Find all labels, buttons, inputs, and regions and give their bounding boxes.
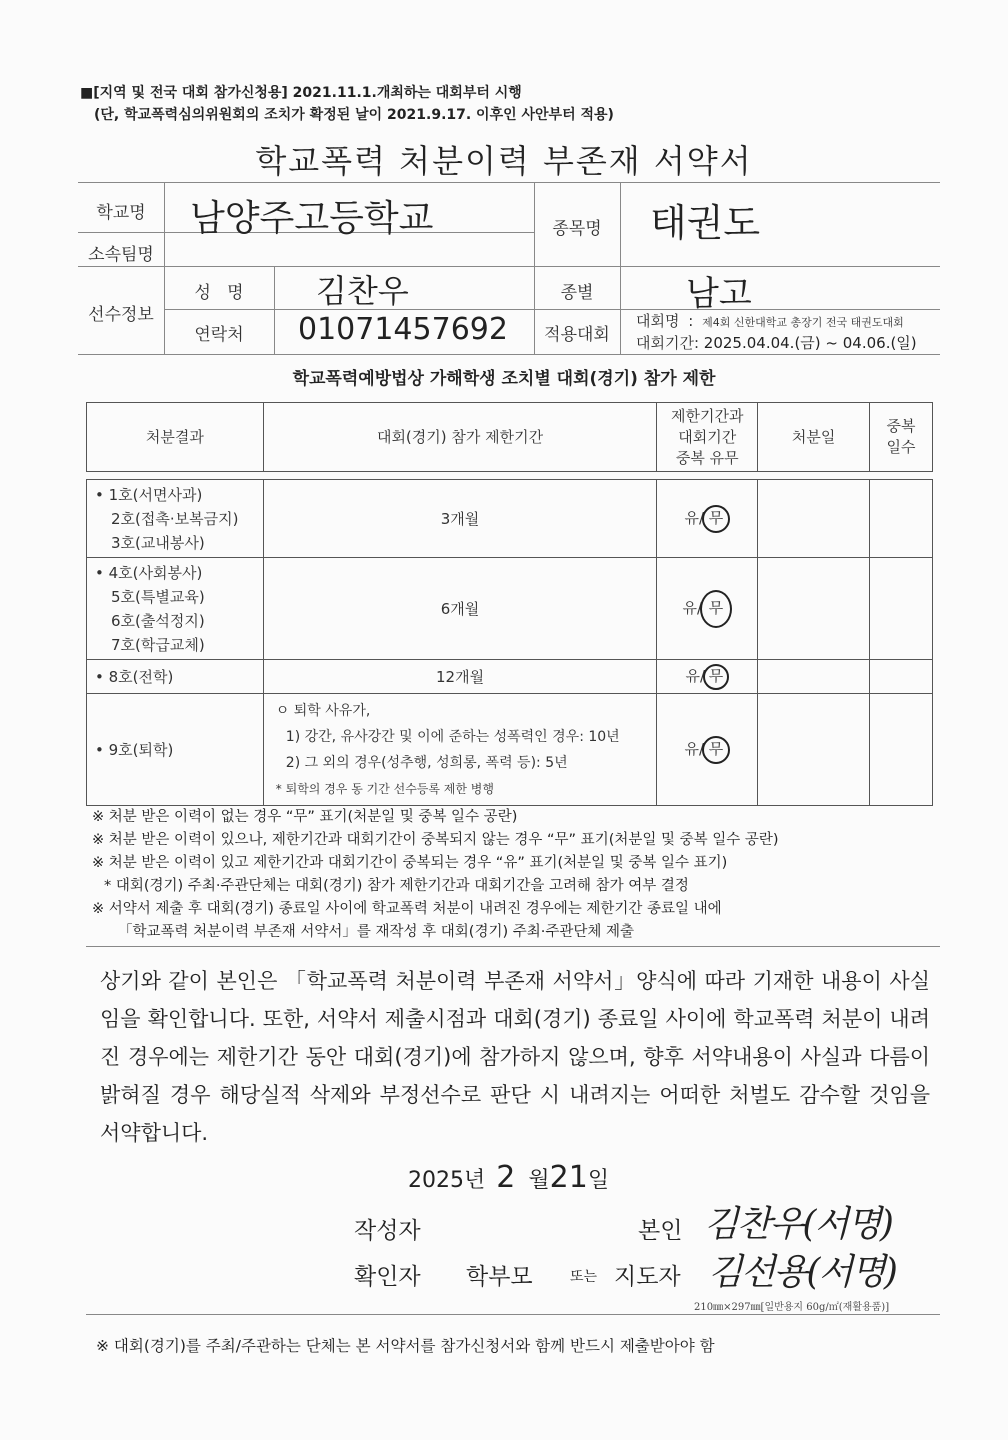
row-days — [870, 694, 933, 806]
coach-label: 지도자 — [614, 1264, 681, 1290]
notice-line-2: (단, 학교폭력심의위원회의 조치가 확정된 날이 2021.9.17. 이후인 사안부터 적용) — [94, 107, 614, 123]
expel-detail — [263, 694, 656, 806]
event-period-label: 대회기간: — [636, 334, 700, 352]
table-row — [87, 660, 933, 694]
row-result-line: • 9호(퇴학) — [95, 740, 174, 759]
date-year: 2025 — [408, 1168, 464, 1193]
note-line: * 대회(경기) 주최·주관단체는 대회(경기) 참가 제한기간과 대회기간을 고려해 참가 여부 결정 — [104, 878, 689, 894]
grid-line — [78, 354, 940, 355]
row-result — [87, 480, 264, 558]
row-result-line: 2호(접촉·보복금지) — [111, 509, 239, 528]
sport-value: 태권도 — [650, 201, 761, 245]
row-days — [870, 660, 933, 694]
row-overlap — [657, 558, 758, 660]
row-result-line: • 4호(사회봉사) — [95, 563, 203, 582]
note-line: ※ 처분 받은 이력이 있으나, 제한기간과 대회기간이 중복되지 않는 경우 “무” 표기(처분일 및 중복 일수 공란) — [92, 832, 779, 848]
sport-label: 종목명 — [552, 219, 602, 239]
no-circled-mark: 무 — [700, 590, 732, 628]
self-signature: 김찬우(서명) — [704, 1204, 892, 1245]
row-date — [758, 694, 870, 806]
table-subtitle: 학교폭력예방법상 가해학생 조치별 대회(경기) 참가 제한 — [292, 369, 716, 389]
signed-date — [408, 1160, 609, 1195]
row-result — [87, 694, 264, 806]
event-name-row: 대회명 : 제4회 신한대학교 총장기 전국 태권도대회 — [636, 312, 904, 330]
expel-line-3: 2) 그 외의 경우(성추행, 성희롱, 폭력 등): 5년 — [285, 754, 568, 771]
parent-label: 학부모 — [466, 1264, 533, 1290]
expel-line-1: ㅇ 퇴학 사유가, — [275, 702, 371, 719]
header-overlap-line-1: 제한기간과 — [671, 406, 744, 425]
event-name-label: 대회명 — [636, 312, 680, 330]
grid-line — [274, 266, 275, 354]
no-circled-mark: 무 — [702, 505, 730, 533]
expel-note: * 퇴학의 경우 동 기간 선수등록 제한 병행 — [275, 781, 494, 796]
row-date — [758, 480, 870, 558]
table-header-row — [87, 403, 933, 472]
header-result: 처분결과 — [87, 403, 264, 472]
divider — [86, 946, 940, 947]
row-date — [758, 660, 870, 694]
date-year-unit: 년 — [464, 1168, 486, 1193]
date-month: 2 — [496, 1160, 516, 1195]
row-overlap — [657, 660, 758, 694]
note-line: ※ 처분 받은 이력이 없는 경우 “무” 표기(처분일 및 중복 일수 공란) — [92, 809, 518, 825]
row-result-line: 5호(특별교육) — [111, 587, 205, 606]
no-circled-mark: 무 — [702, 736, 730, 764]
contact-value: 01071457692 — [298, 312, 508, 347]
yes-mark: 유/ — [684, 739, 704, 758]
table-row — [87, 558, 933, 660]
row-period: 3개월 — [263, 480, 656, 558]
row-overlap — [657, 480, 758, 558]
header-overlap — [657, 403, 758, 472]
yes-mark: 유/ — [682, 598, 702, 617]
contact-label: 연락처 — [194, 325, 244, 345]
footer-note: ※ 대회(경기)를 주최/주관하는 단체는 본 서약서를 참가신청서와 함께 반드시 제출받아야 함 — [96, 1337, 715, 1355]
yes-mark: 유/ — [684, 508, 704, 527]
row-overlap — [657, 694, 758, 806]
notes — [92, 806, 779, 944]
notice-line-1: ■[지역 및 전국 대회 참가신청용] 2021.11.1.개최하는 대회부터 시행 — [80, 85, 522, 101]
row-result-line: 3호(교내봉사) — [111, 533, 205, 552]
gender-value: 남고 — [686, 274, 752, 314]
writer-label: 작성자 — [354, 1218, 421, 1244]
school-value: 남양주고등학교 — [190, 198, 434, 239]
grid-line — [620, 182, 621, 354]
yes-mark: 유/ — [685, 666, 705, 685]
expel-line-2: 1) 강간, 유사강간 및 이에 준하는 성폭력인 경우: 10년 — [285, 728, 620, 745]
header-days-line-2: 일수 — [886, 438, 916, 456]
event-period-row — [636, 332, 917, 353]
header-overlap-line-3: 중복 유무 — [675, 448, 739, 467]
school-label: 학교명 — [96, 203, 146, 223]
table-row — [87, 694, 933, 806]
or-label: 또는 — [570, 1269, 598, 1285]
row-period: 6개월 — [263, 558, 656, 660]
grid-line — [78, 182, 940, 183]
document-title: 학교폭력 처분이력 부존재 서약서 — [255, 142, 753, 180]
grid-line — [78, 266, 940, 267]
paper-spec: 210㎜×297㎜[일반용지 60g/㎡(재활용품)] — [694, 1302, 890, 1313]
date-day: 21 — [549, 1160, 588, 1195]
event-period-value: 2025.04.04.(금) ~ 04.06.(일) — [703, 334, 917, 352]
restriction-table — [86, 402, 933, 806]
header-date: 처분일 — [758, 403, 870, 472]
team-label: 소속팀명 — [88, 245, 154, 265]
gender-label: 종별 — [560, 283, 594, 303]
row-result-line: • 8호(전학) — [95, 667, 174, 686]
row-result-line: 6호(출석정지) — [111, 611, 205, 630]
table-row — [87, 480, 933, 558]
self-label: 본인 — [638, 1218, 683, 1244]
row-date — [758, 558, 870, 660]
date-month-unit: 월 — [528, 1168, 550, 1193]
event-name-value: 제4회 신한대학교 총장기 전국 태권도대회 — [702, 316, 904, 329]
row-result-line: 7호(학급교체) — [111, 635, 205, 654]
coach-signature: 김선용(서명) — [708, 1252, 896, 1293]
note-line: 「학교폭력 처분이력 부존재 서약서」를 재작성 후 대회(경기) 주최·주관단체 제출 — [118, 924, 635, 940]
name-label: 성 명 — [194, 283, 244, 303]
row-days — [870, 480, 933, 558]
confirmer-label: 확인자 — [354, 1264, 421, 1290]
note-line: ※ 처분 받은 이력이 있고 제한기간과 대회기간이 중복되는 경우 “유” 표기(처분일 및 중복 일수 표기) — [92, 855, 728, 871]
row-result-line: • 1호(서면사과) — [95, 485, 203, 504]
pledge-text: 상기와 같이 본인은 「학교폭력 처분이력 부존재 서약서」양식에 따라 기재한 내용이 사실임을 확인합니다. 또한, 서약서 제출시점과 대회(경기) 종료일 사이에 학교폭력 처분이 내려진 경우에는 제한기간 동안 대회(경기)에 참가하지 않으며, 향후 서약내용이 사실과 다름이 밝혀질 경우 해당실적 삭제와 부정선수로 판단 시 내려지는 어떠한 처벌도 감수할 것임을 서약합니다. — [100, 969, 930, 1145]
row-days — [870, 558, 933, 660]
row-result — [87, 558, 264, 660]
row-period: 12개월 — [263, 660, 656, 694]
no-circled-mark: 무 — [703, 664, 729, 690]
date-day-unit: 일 — [587, 1168, 610, 1193]
header-period: 대회(경기) 참가 제한기간 — [263, 403, 656, 472]
header-days-line-1: 중복 — [886, 417, 916, 435]
divider — [86, 1314, 940, 1315]
header-days — [870, 403, 933, 472]
notice-top — [80, 82, 614, 126]
note-line: ※ 서약서 제출 후 대회(경기) 종료일 사이에 학교폭력 처분이 내려진 경우에는 제한기간 종료일 내에 — [92, 901, 722, 917]
name-value: 김찬우 — [316, 272, 409, 310]
player-info-label: 선수정보 — [88, 305, 154, 325]
apply-event-label: 적용대회 — [544, 325, 610, 345]
header-overlap-line-2: 대회기간 — [678, 427, 737, 446]
row-result — [87, 660, 264, 694]
